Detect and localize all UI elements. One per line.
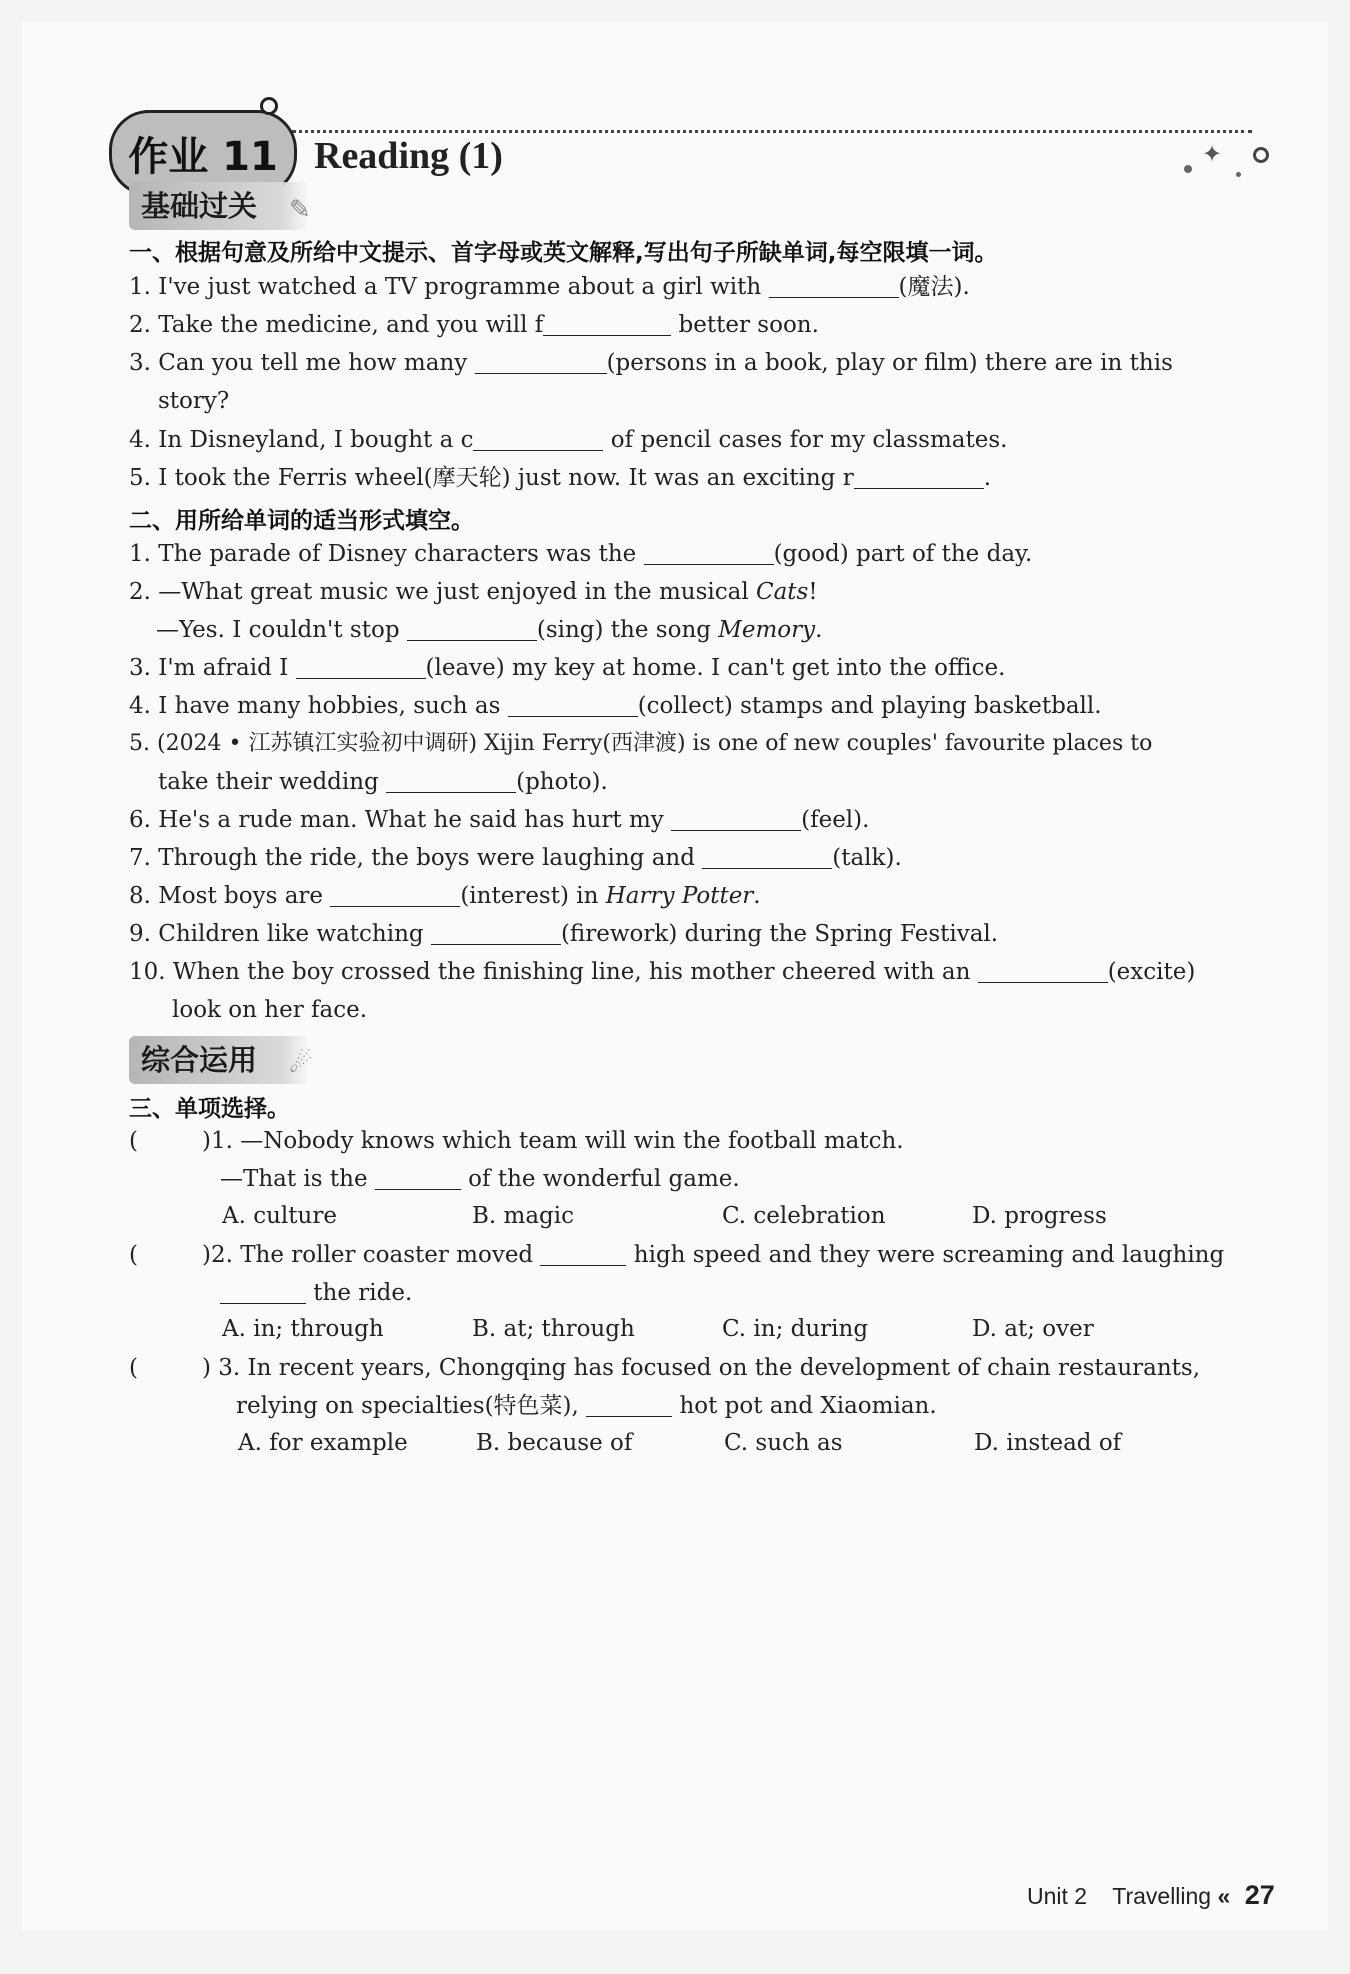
question-row: ( )1. —Nobody knows which team will win the football match. — [129, 1128, 904, 1154]
question-row: ( ) 3. In recent years, Chongqing has focused on the development of chain restaurants, — [129, 1355, 1201, 1381]
option-c[interactable]: C. such as — [724, 1430, 843, 1456]
answer-blank[interactable] — [978, 958, 1108, 983]
answer-blank[interactable] — [702, 844, 832, 869]
list-item: 4. In Disneyland, I bought a c of pencil cases for my classmates. — [129, 427, 1008, 453]
option-c[interactable]: C. celebration — [722, 1203, 886, 1229]
option-b[interactable]: B. at; through — [472, 1316, 635, 1342]
option-a[interactable]: A. for example — [238, 1430, 408, 1456]
answer-blank[interactable] — [330, 882, 460, 907]
list-item: 6. He's a rude man. What he said has hurt my (feel). — [129, 807, 870, 833]
list-item: 1. The parade of Disney characters was the (good) part of the day. — [129, 541, 1033, 567]
answer-blank[interactable] — [543, 311, 671, 336]
decor-ring-icon — [1253, 147, 1269, 163]
answer-blank[interactable] — [854, 464, 984, 489]
list-item-continuation: take their wedding (photo). — [158, 769, 608, 795]
question-row: ( )2. The roller coaster moved high speed and they were screaming and laughing — [129, 1242, 1225, 1268]
question-row-continuation: the ride. — [220, 1278, 412, 1308]
option-a[interactable]: A. culture — [222, 1203, 337, 1229]
list-item: 2. —What great music we just enjoyed in the musical Cats! — [129, 579, 818, 605]
answer-blank[interactable] — [671, 806, 801, 831]
question-row-continuation: relying on specialties(特色菜), hot pot and Xiaomian. — [236, 1393, 937, 1419]
option-b[interactable]: B. magic — [472, 1203, 575, 1229]
list-item: 8. Most boys are (interest) in Harry Potter. — [129, 883, 761, 909]
section-tag-basic — [129, 182, 309, 230]
list-item: 4. I have many hobbies, such as (collect) stamps and playing basketball. — [129, 693, 1102, 719]
part1-heading: 一、根据句意及所给中文提示、首字母或英文解释,写出句子所缺单词,每空限填一词。 — [129, 240, 998, 266]
section-tag-label: 综合运用 — [141, 1043, 258, 1077]
answer-blank[interactable] — [375, 1165, 461, 1190]
part2-heading: 二、用所给单词的适当形式填空。 — [129, 508, 474, 534]
badge-ring-icon — [260, 97, 278, 115]
answer-blank[interactable] — [769, 273, 899, 298]
page-number: 27 — [1244, 1880, 1275, 1910]
list-item-continuation: look on her face. — [172, 997, 368, 1023]
comet-icon: ☄ — [289, 1049, 313, 1079]
badge-label: 作业 11 — [128, 133, 278, 180]
question-row-continuation: —That is the of the wonderful game. — [220, 1166, 740, 1192]
answer-blank[interactable] — [407, 616, 537, 641]
list-item: 5. I took the Ferris wheel(摩天轮) just now. It was an exciting r . — [129, 465, 992, 491]
list-item: 10. When the boy crossed the finishing line, his mother cheered with an (excite) — [129, 959, 1196, 985]
answer-blank[interactable] — [586, 1392, 672, 1417]
double-chevron-left-icon: « — [1217, 1883, 1231, 1909]
option-a[interactable]: A. in; through — [222, 1316, 384, 1342]
list-item-continuation: —Yes. I couldn't stop (sing) the song Memory. — [156, 617, 823, 643]
answer-blank[interactable] — [473, 426, 603, 451]
list-item: 9. Children like watching (firework) during the Spring Festival. — [129, 921, 999, 947]
decor-dot — [1184, 165, 1192, 173]
answer-blank[interactable] — [644, 540, 774, 565]
option-d[interactable]: D. progress — [972, 1203, 1107, 1229]
sparkle-icon: ✦ — [1202, 140, 1223, 168]
answer-blank[interactable] — [475, 349, 607, 374]
section-tag-comprehensive — [129, 1036, 313, 1084]
option-c[interactable]: C. in; during — [722, 1316, 869, 1342]
answer-blank[interactable] — [220, 1279, 306, 1304]
footer-topic: Travelling — [1112, 1883, 1212, 1909]
footer-unit: Unit 2 — [1027, 1883, 1088, 1909]
pencil-icon: ✎ — [289, 195, 311, 225]
list-item: 1. I've just watched a TV programme about a girl with (魔法). — [129, 274, 970, 300]
list-item: 7. Through the ride, the boys were laughing and (talk). — [129, 845, 902, 871]
list-item: 3. Can you tell me how many (persons in a book, play or film) there are in this — [129, 350, 1173, 376]
part3-heading: 三、单项选择。 — [129, 1096, 290, 1122]
section-tag-label: 基础过关 — [141, 189, 258, 223]
answer-blank[interactable] — [540, 1241, 626, 1266]
answer-blank[interactable] — [508, 692, 638, 717]
worksheet-page — [22, 22, 1328, 1930]
list-item: 5. (2024 • 江苏镇江实验初中调研) Xijin Ferry(西津渡) is one of new couples' favourite places to — [129, 731, 1153, 756]
answer-blank[interactable] — [296, 654, 426, 679]
answer-blank[interactable] — [431, 920, 561, 945]
list-item: 3. I'm afraid I (leave) my key at home. I can't get into the office. — [129, 655, 1006, 681]
decor-dot — [1236, 172, 1241, 177]
list-item-continuation: story? — [158, 388, 230, 414]
option-b[interactable]: B. because of — [476, 1430, 633, 1456]
option-d[interactable]: D. instead of — [974, 1430, 1122, 1456]
option-d[interactable]: D. at; over — [972, 1316, 1094, 1342]
answer-blank[interactable] — [386, 768, 516, 793]
list-item: 2. Take the medicine, and you will f better soon. — [129, 312, 819, 338]
page-footer — [1027, 1880, 1275, 1911]
page-title: Reading (1) — [314, 135, 503, 177]
